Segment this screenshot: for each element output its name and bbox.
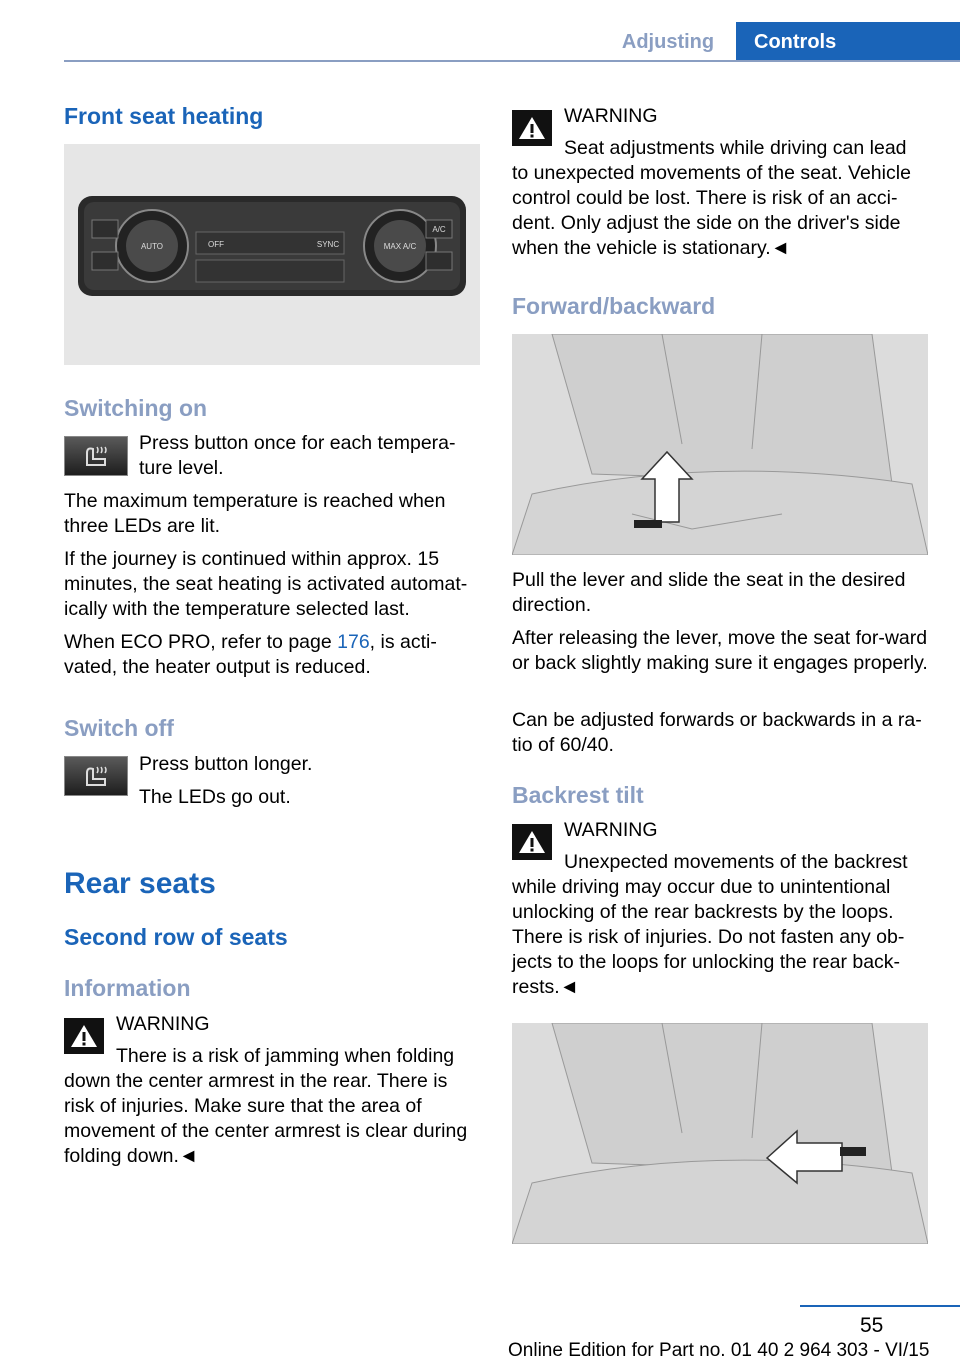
fig-label-auto: AUTO: [140, 242, 164, 251]
warning-label: WARNING: [116, 1013, 210, 1035]
switch-off-title: Switch off: [64, 715, 174, 741]
header-chapter: Controls: [736, 22, 960, 62]
backrest-tilt-title: Backrest tilt: [512, 782, 644, 808]
footer-edition: Online Edition for Part no. 01 40 2 964 303 - VI/15: [508, 1340, 930, 1361]
rear-seat-slide-illustration: [512, 334, 928, 555]
rear-seat-backrest-illustration: [512, 1023, 928, 1244]
warning1-label: WARNING: [564, 105, 658, 127]
climate-panel-illustration: [64, 144, 480, 365]
warning-triangle-icon: [517, 829, 547, 855]
warning-icon: [512, 110, 552, 146]
climate-panel-figure: [64, 144, 480, 365]
journey-paragraph: If the journey is continued within approx. 15 minutes, the seat heating is activated automat-ically with the temperature selected last.: [64, 548, 468, 620]
ratio-paragraph: Can be adjusted forwards or backwards in a ra-tio of 60/40.: [512, 709, 922, 756]
warning-triangle-icon: [69, 1023, 99, 1049]
switch-off-line2: The LEDs go out.: [139, 786, 291, 808]
switch-off-line1: Press button longer.: [139, 753, 313, 775]
fig-label-off: OFF: [208, 240, 224, 249]
warning1-text: to unexpected movements of the seat. Vehicle control could be lost. There is risk of an acci-dent. Only adjust the side on the driver's side when the vehicle is stationary.◄: [512, 162, 911, 259]
page-176-link[interactable]: 176: [337, 631, 370, 653]
warning2-label: WARNING: [564, 819, 658, 841]
fig-label-max-ac: MAX A/C: [383, 242, 417, 251]
warning-first-line: There is a risk of jamming when folding: [116, 1045, 455, 1067]
warning2-text: while driving may occur due to unintentional unlocking of the rear backrests by the loops. There is risk of injuries. Do not fasten any ob-jects to the loops for unlocking the rear back-rests.◄: [512, 876, 905, 998]
eco-pro-text-end: , is acti-vated, the heater output is reduced.: [64, 631, 437, 678]
second-row-title: Second row of seats: [64, 924, 288, 950]
seat-heating-button-icon: [64, 436, 128, 476]
warning-text: down the center armrest in the rear. There is risk of injuries. Make sure that the area of movement of the center armrest is clear during folding down.◄: [64, 1070, 468, 1167]
pull-lever-paragraph: Pull the lever and slide the seat in the desired direction.: [512, 569, 906, 616]
rear-seats-title: Rear seats: [64, 867, 216, 900]
warning-triangle-icon: [517, 115, 547, 141]
eco-pro-paragraph: [64, 630, 480, 680]
fig-label-ac: A/C: [432, 225, 446, 234]
page-number: 55: [860, 1314, 884, 1337]
switching-on-title: Switching on: [64, 395, 208, 421]
seat-heating-button-icon-2: [64, 756, 128, 796]
backrest-tilt-figure: [512, 1023, 928, 1244]
forward-backward-figure: [512, 334, 928, 555]
fig-label-sync: SYNC: [316, 240, 340, 249]
release-lever-paragraph: After releasing the lever, move the seat for-ward or back slightly making sure it engages properly.: [512, 627, 928, 674]
information-title: Information: [64, 975, 191, 1001]
seat-heat-icon: [81, 445, 111, 467]
forward-backward-title: Forward/backward: [512, 293, 716, 319]
warning-icon: [512, 824, 552, 860]
footer-rule: [800, 1305, 960, 1307]
warning2-first-line: Unexpected movements of the backrest: [564, 851, 908, 873]
seat-heat-icon: [81, 765, 111, 787]
warning1-first-line: Seat adjustments while driving can lead: [564, 137, 907, 159]
header-section: Adjusting: [621, 31, 715, 53]
switching-on-text: Press button once for each tempera-ture level.: [139, 432, 456, 479]
max-temperature-paragraph: The maximum temperature is reached when three LEDs are lit.: [64, 490, 446, 537]
warning-icon: [64, 1018, 104, 1054]
eco-pro-text: When ECO PRO, refer to page: [64, 631, 338, 653]
header-rule: [64, 60, 960, 62]
front-seat-heating-title: Front seat heating: [64, 103, 264, 129]
